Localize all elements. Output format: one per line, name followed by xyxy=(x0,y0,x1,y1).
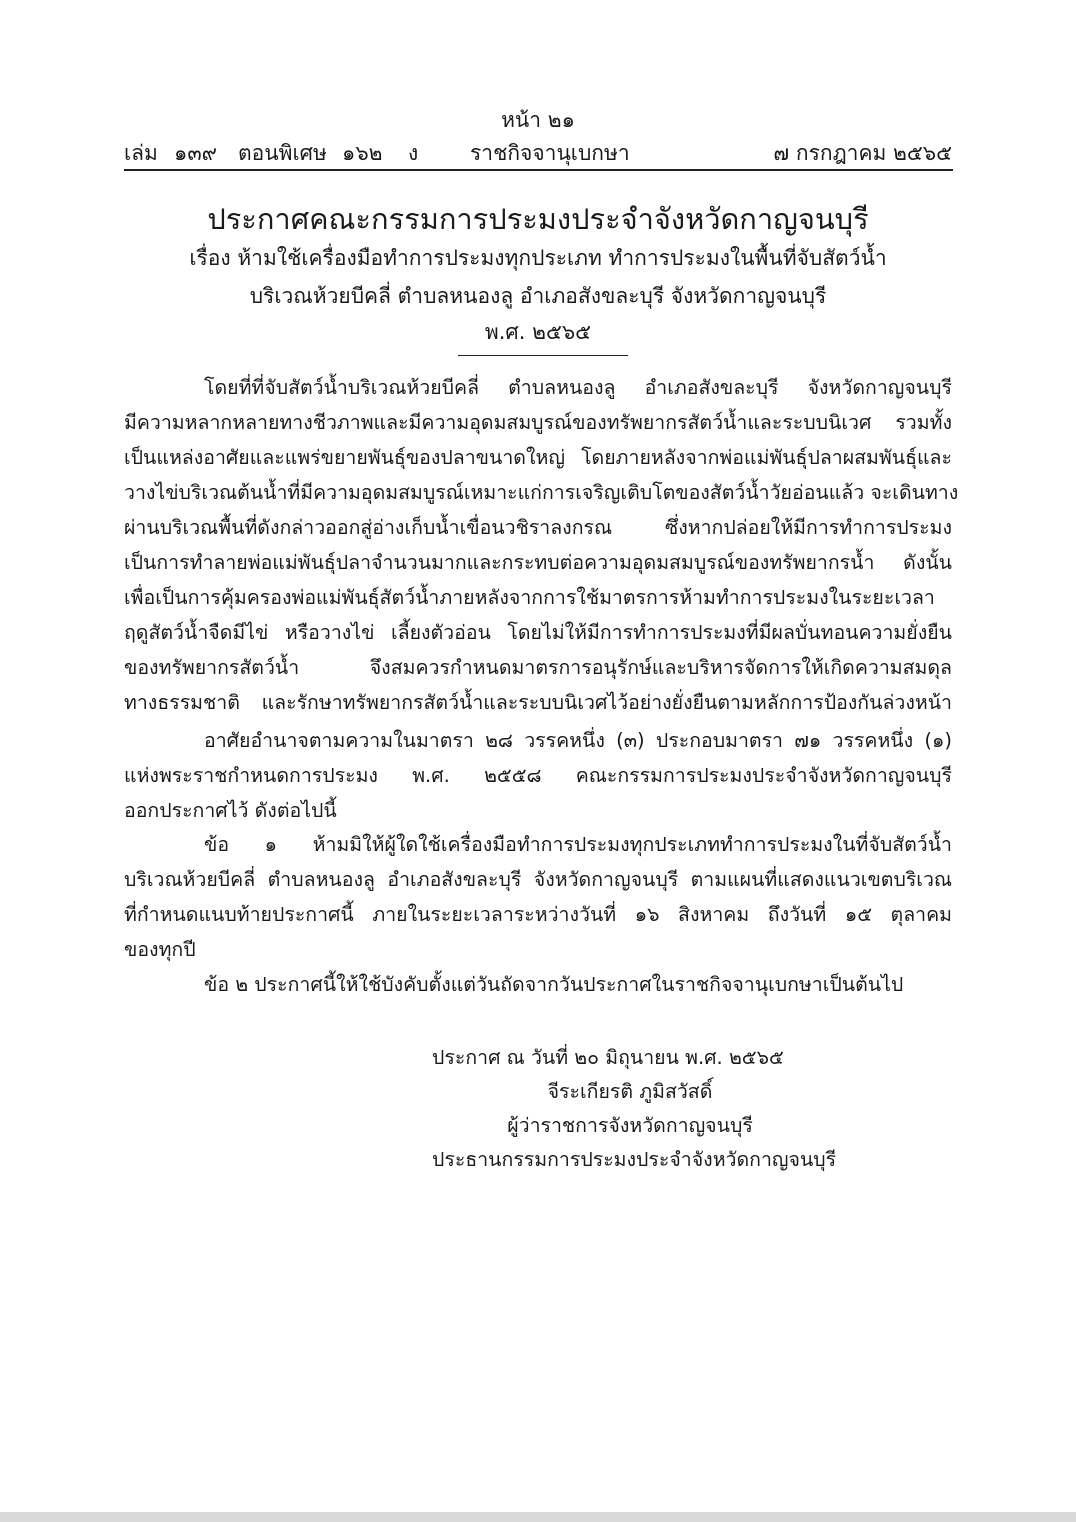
publication-date: ๗ กรกฎาคม ๒๕๖๕ xyxy=(773,141,952,165)
title-divider xyxy=(458,355,628,356)
para1-line: โดยที่ที่จับสัตว์น้ำบริเวณห้วยบีคลี่ ตำบลหนองลู อำเภอสังขละบุรี จังหวัดกาญจนบุรี xyxy=(204,376,952,399)
para2-line: ออกประกาศไว้ ดังต่อไปนี้ xyxy=(124,799,337,822)
clause1-line: ของทุกปี xyxy=(124,938,196,961)
gazette-name: ราชกิจจานุเบกษา xyxy=(470,141,630,165)
header-divider xyxy=(124,169,953,171)
signatory-position: ผู้ว่าราชการจังหวัดกาญจนบุรี xyxy=(507,1114,753,1137)
para2-line: อาศัยอำนาจตามความในมาตรา ๒๘ วรรคหนึ่ง (๓) ประกอบมาตรา ๗๑ วรรคหนึ่ง (๑) xyxy=(204,729,952,752)
clause1-line: บริเวณห้วยบีคลี่ ตำบลหนองลู อำเภอสังขละบุรี จังหวัดกาญจนบุรี ตามแผนที่แสดงแนวเขตบริเวณ xyxy=(124,868,952,891)
announcement-title: ประกาศคณะกรรมการประมงประจำจังหวัดกาญจนบุรี xyxy=(207,202,869,236)
signature-date: ประกาศ ณ วันที่ ๒๐ มิถุนายน พ.ศ. ๒๕๖๕ xyxy=(432,1046,784,1069)
para1-line: ฤดูสัตว์น้ำจืดมีไข่ หรือวางไข่ เลี้ยงตัวอ่อน โดยไม่ให้มีการทำการประมงที่มีผลบั่นทอนความยั่งยืน xyxy=(124,621,952,644)
page-bottom-edge xyxy=(0,1512,1076,1522)
para1-line: วางไข่บริเวณต้นน้ำที่มีความอุดมสมบูรณ์เหมาะแก่การเจริญเติบโตของสัตว์น้ำวัยอ่อนแล้ว จะเดินทาง xyxy=(124,481,959,504)
para1-line: เป็นแหล่งอาศัยและแพร่ขยายพันธุ์ของปลาขนาดใหญ่ โดยภายหลังจากพ่อแม่พันธุ์ปลาผสมพันธุ์และ xyxy=(124,446,952,469)
issue-label: ตอนพิเศษ xyxy=(238,141,327,165)
para1-line: ของทรัพยากรสัตว์น้ำ จึงสมควรกำหนดมาตรการอนุรักษ์และบริหารจัดการให้เกิดความสมดุล xyxy=(124,656,952,679)
signatory-role: ประธานกรรมการประมงประจำจังหวัดกาญจนบุรี xyxy=(432,1148,837,1171)
subject-line-1: เรื่อง ห้ามใช้เครื่องมือทำการประมงทุกประเภท ทำการประมงในพื้นที่จับสัตว์น้ำ xyxy=(189,246,887,270)
issue-number: ๑๖๒ xyxy=(342,141,383,165)
para1-line: เพื่อเป็นการคุ้มครองพ่อแม่พันธุ์สัตว์น้ำภายหลังจากการใช้มาตรการห้ามทำการประมงในระยะเวลา xyxy=(124,586,935,609)
signatory-name: จีระเกียรติ ภูมิสวัสดิ์ xyxy=(547,1080,713,1103)
clause1-line: ข้อ ๑ ห้ามมิให้ผู้ใดใช้เครื่องมือทำการประมงทุกประเภททำการประมงในที่จับสัตว์น้ำ xyxy=(204,833,952,856)
para2-line: แห่งพระราชกำหนดการประมง พ.ศ. ๒๕๕๘ คณะกรรมการประมงประจำจังหวัดกาญจนบุรี xyxy=(124,764,952,787)
page-number: หน้า ๒๑ xyxy=(501,108,575,132)
para1-line: มีความหลากหลายทางชีวภาพและมีความอุดมสมบูรณ์ของทรัพยากรสัตว์น้ำและระบบนิเวศ รวมทั้ง xyxy=(124,411,952,434)
subject-year: พ.ศ. ๒๕๖๕ xyxy=(484,320,592,344)
subject-line-2: บริเวณห้วยบีคลี่ ตำบลหนองลู อำเภอสังขละบุรี จังหวัดกาญจนบุรี xyxy=(249,284,827,308)
para1-line: ทางธรรมชาติ และรักษาทรัพยากรสัตว์น้ำและระบบนิเวศไว้อย่างยั่งยืนตามหลักการป้องกันล่วงหน้า xyxy=(124,691,952,714)
para1-line: เป็นการทำลายพ่อแม่พันธุ์ปลาจำนวนมากและกระทบต่อความอุดมสมบูรณ์ของทรัพยากรน้ำ ดังนั้น xyxy=(124,551,952,574)
volume-label: เล่ม xyxy=(124,141,158,165)
para1-line: ผ่านบริเวณพื้นที่ดังกล่าวออกสู่อ่างเก็บน้ำเขื่อนวชิราลงกรณ ซึ่งหากปล่อยให้มีการทำการประมง xyxy=(124,516,952,539)
clause2-line: ข้อ ๒ ประกาศนี้ให้ใช้บังคับตั้งแต่วันถัดจากวันประกาศในราชกิจจานุเบกษาเป็นต้นไป xyxy=(204,973,904,996)
clause1-line: ที่กำหนดแนบท้ายประกาศนี้ ภายในระยะเวลาระหว่างวันที่ ๑๖ สิงหาคม ถึงวันที่ ๑๕ ตุลาคม xyxy=(124,903,952,926)
volume-number: ๑๓๙ xyxy=(174,141,218,165)
gazette-header xyxy=(124,137,952,167)
section-letter: ง xyxy=(408,141,419,165)
